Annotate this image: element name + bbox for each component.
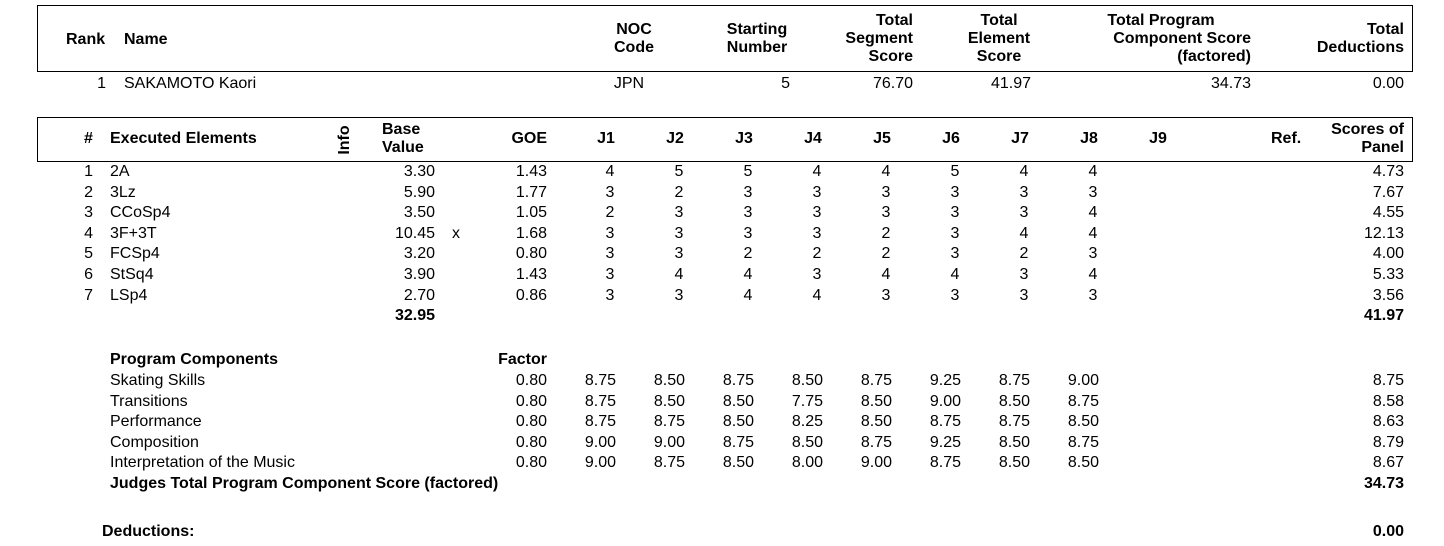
element-judge-score: 2: [881, 224, 891, 242]
col-j2: J2: [666, 130, 684, 147]
element-judge-score: 3: [950, 245, 960, 263]
element-judge-score: 4: [1088, 163, 1098, 180]
element-judge-score: 3: [605, 245, 615, 263]
col-executed-elements: Executed Elements: [110, 130, 257, 147]
element-judge-score: 3: [950, 183, 960, 201]
element-judge-score: 2: [674, 183, 684, 201]
element-name: 2A: [110, 163, 130, 180]
element-judge-score: 3: [881, 286, 891, 304]
deductions-label: Deductions:: [102, 523, 195, 540]
component-judge-score: 8.75: [722, 433, 754, 451]
component-judge-score: 9.00: [584, 433, 616, 451]
component-factor: 0.80: [515, 413, 547, 431]
element-panel-score: 7.67: [1372, 183, 1404, 201]
element-name: StSq4: [110, 266, 154, 283]
component-judge-score: 8.75: [929, 454, 961, 472]
element-judge-score: 3: [812, 224, 822, 242]
component-judge-score: 8.50: [653, 372, 685, 389]
component-judge-score: 8.50: [860, 413, 892, 431]
element-judge-score: 3: [605, 266, 615, 283]
element-judge-score: 4: [743, 266, 753, 283]
component-judge-score: 8.00: [791, 454, 823, 472]
element-goe: 0.80: [515, 245, 547, 263]
element-goe: 1.68: [515, 224, 547, 242]
element-panel-score: 4.55: [1372, 204, 1404, 222]
component-judge-score: 8.50: [1067, 454, 1099, 472]
component-judge-score: 8.75: [584, 413, 616, 431]
element-base-value: 2.70: [403, 286, 435, 304]
component-judge-score: 8.75: [1067, 392, 1099, 410]
element-name: CCoSp4: [110, 204, 171, 222]
component-judge-score: 8.50: [722, 392, 754, 410]
element-judge-score: 4: [950, 266, 960, 283]
element-judge-score: 3: [950, 204, 960, 222]
component-judge-score: 9.25: [929, 372, 961, 389]
elements-base-total: 32.95: [394, 307, 435, 324]
skater-element-score: 41.97: [990, 75, 1031, 92]
component-judge-score: 8.75: [653, 454, 685, 472]
component-judge-score: 8.75: [860, 433, 892, 451]
col-base-value: Base Value: [382, 121, 424, 156]
col-number: #: [84, 130, 93, 147]
skater-rank: 1: [97, 75, 106, 92]
element-name: LSp4: [110, 286, 148, 304]
component-judge-score: 8.75: [998, 413, 1030, 431]
element-goe: 1.05: [515, 204, 547, 222]
element-judge-score: 3: [1019, 286, 1029, 304]
element-number: 4: [84, 224, 93, 242]
col-goe: GOE: [511, 130, 547, 147]
skater-segment-score: 76.70: [872, 75, 913, 92]
component-judge-score: 8.50: [998, 433, 1030, 451]
col-j7: J7: [1011, 130, 1029, 147]
element-judge-score: 2: [743, 245, 753, 263]
pcs-total-score: 34.73: [1363, 475, 1404, 492]
component-judge-score: 8.50: [722, 413, 754, 431]
element-judge-score: 3: [674, 245, 684, 263]
element-judge-score: 5: [674, 163, 684, 180]
component-judge-score: 8.50: [653, 392, 685, 410]
component-judge-score: 8.75: [1067, 433, 1099, 451]
col-j3: J3: [735, 130, 753, 147]
element-panel-score: 12.13: [1363, 224, 1404, 242]
component-judge-score: 8.50: [998, 392, 1030, 410]
component-judge-score: 7.75: [791, 392, 823, 410]
component-factor: 0.80: [515, 372, 547, 389]
element-judge-score: 5: [743, 163, 753, 180]
element-judge-score: 3: [1019, 204, 1029, 222]
component-judge-score: 8.75: [929, 413, 961, 431]
element-number: 6: [84, 266, 93, 283]
col-j4: J4: [804, 130, 822, 147]
element-judge-score: 3: [1019, 183, 1029, 201]
element-base-value: 3.20: [403, 245, 435, 263]
col-info: Info: [336, 125, 353, 155]
col-ref: Ref.: [1271, 130, 1302, 147]
component-judge-score: 8.50: [860, 392, 892, 410]
deductions-value: 0.00: [1372, 523, 1404, 540]
col-j9: J9: [1149, 130, 1167, 147]
col-scores-of-panel: Scores of Panel: [1331, 121, 1404, 156]
element-judge-score: 2: [605, 204, 615, 222]
component-judge-score: 9.00: [653, 433, 685, 451]
element-number: 5: [84, 245, 93, 263]
element-name: 3F+3T: [110, 224, 157, 242]
element-judge-score: 4: [1088, 204, 1098, 222]
element-judge-score: 3: [743, 224, 753, 242]
header-deductions: Total Deductions: [1316, 21, 1404, 56]
elements-score-total: 41.97: [1363, 307, 1404, 324]
component-score: 8.79: [1372, 433, 1404, 451]
component-name: Interpretation of the Music: [110, 454, 295, 472]
skater-starting-number: 5: [781, 75, 790, 92]
element-goe: 1.43: [515, 163, 547, 180]
element-base-value: 10.45: [394, 224, 435, 242]
element-judge-score: 4: [1088, 224, 1098, 242]
program-components-title: Program Components: [110, 351, 279, 368]
component-judge-score: 8.50: [1067, 413, 1099, 431]
header-name: Name: [124, 31, 168, 48]
element-judge-score: 3: [605, 224, 615, 242]
component-factor: 0.80: [515, 433, 547, 451]
header-noc: NOC Code: [614, 21, 654, 56]
component-name: Performance: [110, 413, 202, 431]
element-judge-score: 4: [812, 286, 822, 304]
element-goe: 0.86: [515, 286, 547, 304]
element-base-value: 3.50: [403, 204, 435, 222]
element-number: 1: [84, 163, 93, 180]
element-judge-score: 4: [1088, 266, 1098, 283]
element-number: 2: [84, 183, 93, 201]
element-judge-score: 3: [674, 224, 684, 242]
element-number: 7: [84, 286, 93, 304]
element-judge-score: 3: [812, 204, 822, 222]
element-panel-score: 4.00: [1372, 245, 1404, 263]
element-goe: 1.43: [515, 266, 547, 283]
element-base-value: 3.90: [403, 266, 435, 283]
component-score: 8.63: [1372, 413, 1404, 431]
element-judge-score: 4: [1019, 163, 1029, 180]
element-judge-score: 3: [812, 266, 822, 283]
element-judge-score: 3: [605, 286, 615, 304]
element-panel-score: 5.33: [1372, 266, 1404, 283]
header-segment-score: Total Segment Score: [845, 12, 913, 65]
element-judge-score: 3: [1088, 286, 1098, 304]
component-score: 8.67: [1372, 454, 1404, 472]
element-judge-score: 2: [812, 245, 822, 263]
element-judge-score: 4: [881, 163, 891, 180]
skater-deductions: 0.00: [1372, 75, 1404, 92]
element-judge-score: 4: [1019, 224, 1029, 242]
element-judge-score: 4: [743, 286, 753, 304]
component-name: Composition: [110, 433, 199, 451]
component-judge-score: 9.00: [1067, 372, 1099, 389]
element-name: FCSp4: [110, 245, 160, 263]
element-base-value: 3.30: [403, 163, 435, 180]
element-judge-score: 3: [1088, 183, 1098, 201]
element-judge-score: 3: [881, 204, 891, 222]
col-j1: J1: [597, 130, 615, 147]
component-judge-score: 8.75: [722, 372, 754, 389]
header-element-score: Total Element Score: [967, 12, 1031, 65]
element-panel-score: 4.73: [1372, 163, 1404, 180]
component-judge-score: 8.50: [791, 433, 823, 451]
header-starting-number: Starting Number: [726, 21, 788, 56]
component-judge-score: 8.50: [998, 454, 1030, 472]
col-j5: J5: [873, 130, 891, 147]
element-judge-score: 5: [950, 163, 960, 180]
pcs-total-label: Judges Total Program Component Score (factored): [110, 475, 499, 492]
component-judge-score: 8.75: [584, 392, 616, 410]
element-judge-score: 4: [605, 163, 615, 180]
element-judge-score: 3: [950, 224, 960, 242]
component-judge-score: 9.00: [584, 454, 616, 472]
component-name: Transitions: [110, 392, 188, 410]
component-judge-score: 9.25: [929, 433, 961, 451]
element-info: x: [452, 224, 460, 242]
component-score: 8.58: [1372, 392, 1404, 410]
component-judge-score: 8.75: [998, 372, 1030, 389]
element-number: 3: [84, 204, 93, 222]
element-judge-score: 3: [674, 204, 684, 222]
component-judge-score: 8.75: [860, 372, 892, 389]
skater-pcs: 34.73: [1210, 75, 1251, 92]
element-judge-score: 4: [881, 266, 891, 283]
component-judge-score: 9.00: [929, 392, 961, 410]
element-base-value: 5.90: [403, 183, 435, 201]
component-name: Skating Skills: [110, 372, 206, 389]
component-factor: 0.80: [515, 454, 547, 472]
element-judge-score: 4: [812, 163, 822, 180]
element-judge-score: 3: [743, 204, 753, 222]
element-judge-score: 4: [674, 266, 684, 283]
component-judge-score: 8.75: [653, 413, 685, 431]
element-judge-score: 3: [881, 183, 891, 201]
element-judge-score: 3: [950, 286, 960, 304]
element-goe: 1.77: [515, 183, 547, 201]
skater-name: SAKAMOTO Kaori: [124, 75, 257, 92]
col-j6: J6: [942, 130, 960, 147]
element-judge-score: 3: [743, 183, 753, 201]
element-panel-score: 3.56: [1372, 286, 1404, 304]
component-judge-score: 8.50: [722, 454, 754, 472]
component-score: 8.75: [1372, 372, 1404, 389]
component-factor: 0.80: [515, 392, 547, 410]
element-judge-score: 3: [812, 183, 822, 201]
element-name: 3Lz: [110, 183, 136, 201]
skater-noc: JPN: [613, 75, 645, 92]
element-judge-score: 3: [1088, 245, 1098, 263]
component-judge-score: 8.75: [584, 372, 616, 389]
element-judge-score: 3: [674, 286, 684, 304]
factor-header: Factor: [498, 351, 547, 368]
component-judge-score: 8.25: [791, 413, 823, 431]
element-judge-score: 3: [605, 183, 615, 201]
header-pcs: Total Program Component Score (factored): [1107, 12, 1251, 65]
col-j8: J8: [1080, 130, 1098, 147]
element-judge-score: 2: [1019, 245, 1029, 263]
element-judge-score: 3: [1019, 266, 1029, 283]
header-rank: Rank: [66, 31, 106, 48]
component-judge-score: 8.50: [791, 372, 823, 389]
element-judge-score: 2: [881, 245, 891, 263]
component-judge-score: 9.00: [860, 454, 892, 472]
